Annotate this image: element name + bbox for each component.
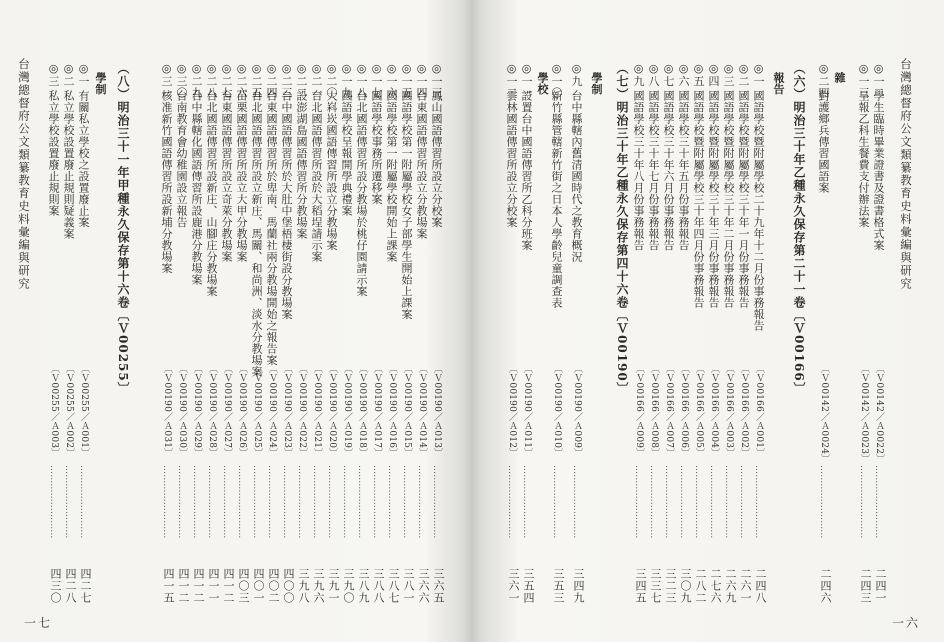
entry-title: 國語學校暨附屬學校三十年一月份事務報告	[737, 90, 750, 309]
category-label: 雜	[833, 72, 846, 84]
entry-page: 三八七	[387, 568, 400, 604]
entry-number: ◎二八	[205, 62, 218, 99]
entry-page: 二七六	[709, 568, 722, 604]
entry-page: 三八八	[372, 568, 385, 604]
entry-number: ◎二六	[235, 62, 248, 99]
entry-title: 國語學校三十年七月份事務報告	[647, 90, 660, 251]
entry-number: ◎三	[722, 62, 735, 87]
entry-title: 私立學校設置廢止規則疑義案	[62, 90, 75, 240]
entry-title: 國語學校三十年六月份事務報告	[662, 90, 675, 251]
entry-title: 設澎湖島國語傳習所分教場案	[295, 90, 308, 240]
entry-page: 四一二	[222, 568, 235, 604]
section-heading: （六）明治三十年乙種永久保存第二十一卷〔Ｖ00166〕	[792, 62, 806, 395]
entry-page: 二四三	[859, 568, 872, 604]
category-label: 學校	[536, 72, 549, 95]
entry-number: ◎一	[752, 62, 765, 87]
entry-code: 〔Ｖ00142／Ａ0024〕	[819, 364, 829, 464]
entry-code: 〔Ｖ00190／Ａ027〕	[222, 364, 232, 458]
section-heading: （八）明治三十一年甲種永久保存第十六卷〔Ｖ00255〕	[116, 62, 130, 395]
entry-code: 〔Ｖ00190／Ａ031〕	[162, 364, 172, 458]
entry-code: 〔Ｖ00255／Ａ001〕	[79, 364, 89, 458]
category-label: 學制	[590, 72, 603, 95]
entry-page: 四一一	[207, 568, 220, 604]
entry-code: 〔Ｖ00166／Ａ004〕	[709, 364, 719, 458]
entry-code: 〔Ｖ00190／Ａ022〕	[297, 364, 307, 458]
entry-leader: ……………………	[401, 465, 411, 539]
entry-page: 二八二	[694, 568, 707, 604]
entry-code: 〔Ｖ00190／Ａ009〕	[572, 364, 582, 458]
entry-number: ◎四	[707, 62, 720, 87]
entry-number: ◎一二	[505, 62, 518, 99]
entry-leader: ……………………	[341, 465, 351, 539]
entry-number: ◎六	[677, 62, 690, 87]
entry-title: 國語學校暨附屬學校三十年二月份事務報告	[722, 90, 735, 309]
entry-title: 雲林國語傳習所設立分校案	[505, 90, 518, 228]
entry-page: 四〇二	[267, 568, 280, 604]
entry-code: 〔Ｖ00255／Ａ003〕	[49, 364, 59, 458]
entry-page: 四一五	[162, 568, 175, 604]
running-head: 台灣總督府公文類纂教育史料彙編與研究	[17, 58, 31, 291]
entry-leader: ……………………	[431, 465, 441, 539]
entry-leader: ……………………	[161, 465, 171, 539]
entry-number: ◎二〇	[325, 62, 338, 99]
entry-leader: ……………………	[266, 465, 276, 539]
entry-leader: ……………………	[191, 465, 201, 539]
entry-title: 呈報乙科生餐費支付辦法案	[857, 90, 870, 228]
entry-title: 台中縣轄內舊清國時代之教育概況	[570, 90, 583, 263]
entry-code: 〔Ｖ00190／Ａ013〕	[432, 364, 442, 458]
entry-number: ◎一七	[370, 62, 383, 99]
entry-code: 〔Ｖ00190／Ａ023〕	[282, 364, 292, 458]
entry-code: 〔Ｖ00190／Ａ012〕	[507, 364, 517, 458]
entry-code: 〔Ｖ00190／Ａ014〕	[417, 364, 427, 458]
entry-leader: ……………………	[873, 465, 883, 539]
entry-code: 〔Ｖ00142／Ａ0022〕	[874, 364, 884, 464]
entry-code: 〔Ｖ00190／Ａ019〕	[342, 364, 352, 458]
entry-leader: ……………………	[326, 465, 336, 539]
entry-number: ◎九	[570, 62, 583, 87]
entry-leader: ……………………	[221, 465, 231, 539]
entry-title: 國語學校暨附屬學校二十九年十二月份事務報告	[752, 90, 765, 332]
entry-page: 三〇九	[679, 568, 692, 604]
entry-page: 二四一	[874, 568, 887, 604]
entry-leader: ……………………	[858, 465, 868, 539]
entry-leader: ……………………	[663, 465, 673, 539]
entry-title: 學生臨時畢業證書及證書格式案	[872, 90, 885, 251]
entry-title: 台北國語傳習所設立新庄、馬關、和尚洲、淡水分教場案	[250, 90, 263, 378]
entry-page: 三六一	[507, 568, 520, 604]
entry-leader: ……………………	[693, 465, 703, 539]
entry-title: 台北國語傳習所設分教場於桃仔園請示案	[355, 90, 368, 297]
entry-title: 大嵙崁國語傳習所設立分教場案	[325, 90, 338, 251]
entry-number: ◎九	[632, 62, 645, 87]
entry-leader: ……………………	[78, 465, 88, 539]
entry-code: 〔Ｖ00190／Ａ021〕	[312, 364, 322, 458]
entry-number: ◎三一	[160, 62, 173, 99]
entry-leader: ……………………	[818, 465, 828, 539]
section-heading: （七）明治三十年乙種永久保存第四十六卷〔Ｖ00190〕	[615, 62, 629, 395]
entry-leader: ……………………	[678, 465, 688, 539]
entry-number: ◎一一	[520, 62, 533, 99]
entry-page: 四〇一	[252, 568, 265, 604]
entry-number: ◎二一	[310, 62, 323, 99]
entry-page: 四〇〇	[282, 568, 295, 604]
entry-page: 四一二	[177, 568, 190, 604]
entry-code: 〔Ｖ00190／Ａ010〕	[552, 364, 562, 458]
entry-title: 國語學校事務所遷移案	[370, 90, 383, 205]
entry-code: 〔Ｖ00166／Ａ009〕	[634, 364, 644, 458]
entry-title: 國語學校暨附屬學校三十年三月份事務報告	[707, 90, 720, 309]
entry-title: 有關私立學校之設置廢止案	[77, 90, 90, 228]
entry-title: 對護鄉兵傳習國語案	[817, 90, 830, 194]
entry-page: 三八一	[402, 568, 415, 604]
entry-page: 三八九	[357, 568, 370, 604]
entry-leader: ……………………	[753, 465, 763, 539]
entry-title: 國語學校暨附屬學校三十年四月份事務報告	[692, 90, 705, 309]
entry-title: 國語學校呈報開學典禮案	[340, 90, 353, 217]
entry-page: 四二七	[79, 568, 92, 604]
entry-page: 三五四	[522, 568, 535, 604]
entry-number: ◎三	[47, 62, 60, 87]
entry-title: 國語學校第一附屬學校女子部學生開始上課案	[400, 90, 413, 320]
entry-title: 台東國語傳習所於卑南、馬蘭社兩分教場開始之報告案	[265, 90, 278, 366]
entry-page: 三四五	[634, 568, 647, 604]
entry-leader: ……………………	[571, 465, 581, 539]
entry-number: ◎二九	[190, 62, 203, 99]
entry-code: 〔Ｖ00190／Ａ016〕	[387, 364, 397, 458]
entry-page: 三三七	[649, 568, 662, 604]
entry-leader: ……………………	[176, 465, 186, 539]
entry-code: 〔Ｖ00166／Ａ007〕	[664, 364, 674, 458]
entry-page: 三六五	[432, 568, 445, 604]
entry-leader: ……………………	[251, 465, 261, 539]
entry-leader: ……………………	[506, 465, 516, 539]
right-page	[472, 0, 944, 642]
entry-number: ◎一三	[430, 62, 443, 99]
entry-number: ◎二四	[265, 62, 278, 99]
entry-number: ◎三〇	[175, 62, 188, 99]
entry-page: 三五三	[552, 568, 565, 604]
entry-number: ◎一六	[385, 62, 398, 99]
entry-page: 二四八	[754, 568, 767, 604]
entry-page: 二四六	[819, 568, 832, 604]
entry-leader: ……………………	[206, 465, 216, 539]
entry-leader: ……………………	[521, 465, 531, 539]
category-label: 報告	[772, 72, 785, 95]
entry-page: 三九八	[297, 568, 310, 604]
entry-number: ◎一	[77, 62, 90, 87]
entry-code: 〔Ｖ00166／Ａ001〕	[754, 364, 764, 458]
entry-number: ◎一九	[340, 62, 353, 99]
entry-title: 國語學校三十年八月份事務報告	[632, 90, 645, 251]
entry-leader: ……………………	[311, 465, 321, 539]
entry-number: ◎二四	[817, 62, 830, 99]
entry-code: 〔Ｖ00190／Ａ024〕	[267, 364, 277, 458]
entry-code: 〔Ｖ00190／Ａ030〕	[177, 364, 187, 458]
entry-leader: ……………………	[633, 465, 643, 539]
entry-code: 〔Ｖ00190／Ａ028〕	[207, 364, 217, 458]
entry-title: 設置台中國語傳習所乙科分班案	[520, 90, 533, 251]
entry-title: 台東國語傳習所設立奇萊分教場案	[220, 90, 233, 263]
entry-code: 〔Ｖ00166／Ａ006〕	[679, 364, 689, 458]
entry-page: 四一二	[192, 568, 205, 604]
entry-page: 三六六	[417, 568, 430, 604]
entry-leader: ……………………	[551, 465, 561, 539]
entry-page: 四〇三	[237, 568, 250, 604]
entry-leader: ……………………	[723, 465, 733, 539]
running-head: 台灣總督府公文類纂教育史料彙編與研究	[899, 58, 913, 291]
entry-number: ◎二	[737, 62, 750, 87]
entry-number: ◎二五	[250, 62, 263, 99]
entry-title: 台中縣轄化國語傳習所設鹿港分教場案	[190, 90, 203, 286]
entry-code: 〔Ｖ00255／Ａ002〕	[64, 364, 74, 458]
category-label: 學制	[94, 72, 107, 95]
entry-number: ◎一〇	[550, 62, 563, 99]
entry-leader: ……………………	[371, 465, 381, 539]
entry-leader: ……………………	[63, 465, 73, 539]
entry-number: ◎二三	[280, 62, 293, 99]
entry-code: 〔Ｖ00142／Ａ0023〕	[859, 364, 869, 464]
entry-number: ◎一五	[400, 62, 413, 99]
entry-number: ◎二二	[295, 62, 308, 99]
entry-page: 三九六	[312, 568, 325, 604]
entry-page: 二六九	[724, 568, 737, 604]
entry-title: 苗栗國語傳習所設立大甲分教場案	[235, 90, 248, 263]
entry-code: 〔Ｖ00190／Ａ015〕	[402, 364, 412, 458]
page-folio: 一七	[24, 616, 53, 630]
entry-code: 〔Ｖ00190／Ａ011〕	[522, 364, 532, 458]
entry-number: ◎一二	[872, 62, 885, 99]
entry-number: ◎一三	[857, 62, 870, 99]
entry-code: 〔Ｖ00166／Ａ008〕	[649, 364, 659, 458]
entry-number: ◎二	[62, 62, 75, 87]
page-folio: 一六	[892, 616, 921, 630]
entry-page: 三九一	[327, 568, 340, 604]
entry-number: ◎一四	[415, 62, 428, 99]
entry-page: 三九〇	[342, 568, 355, 604]
entry-title: 台北國語傳習所設新庄、山腳庄分教場案	[205, 90, 218, 297]
entry-code: 〔Ｖ00190／Ａ026〕	[237, 364, 247, 458]
entry-page: 四三〇	[49, 568, 62, 604]
entry-code: 〔Ｖ00190／Ａ017〕	[372, 364, 382, 458]
entry-title: 台南教育會幼稚園設立報告	[175, 90, 188, 228]
entry-leader: ……………………	[738, 465, 748, 539]
entry-title: 台中國語傳習所於大肚中堡梧棲街設分教場案	[280, 90, 293, 320]
entry-code: 〔Ｖ00166／Ａ003〕	[724, 364, 734, 458]
entry-number: ◎五	[692, 62, 705, 87]
entry-code: 〔Ｖ00190／Ａ025〕	[252, 364, 262, 458]
entry-title: 國語學校三十年五月份事務報告	[677, 90, 690, 251]
entry-code: 〔Ｖ00166／Ａ002〕	[739, 364, 749, 458]
entry-title: 新竹縣管轄新竹街之日本人學齡兒童調查表	[550, 90, 563, 309]
entry-number: ◎二七	[220, 62, 233, 99]
entry-title: 核准新竹國語傳習所設新埔分教場案	[160, 90, 173, 274]
entry-number: ◎七	[662, 62, 675, 87]
entry-code: 〔Ｖ00166／Ａ005〕	[694, 364, 704, 458]
entry-number: ◎一八	[355, 62, 368, 99]
entry-leader: ……………………	[48, 465, 58, 539]
entry-number: ◎八	[647, 62, 660, 87]
entry-page: 三二三	[664, 568, 677, 604]
entry-title: 台北國語傳習所設於大稻埕請示案	[310, 90, 323, 263]
entry-leader: ……………………	[281, 465, 291, 539]
entry-leader: ……………………	[386, 465, 396, 539]
entry-code: 〔Ｖ00190／Ａ029〕	[192, 364, 202, 458]
entry-title: 國語學校第一附屬學校開始上課案	[385, 90, 398, 263]
entry-page: 三四九	[572, 568, 585, 604]
entry-leader: ……………………	[296, 465, 306, 539]
entry-title: 鳳山國語傳習所設立分校案	[430, 90, 443, 228]
entry-code: 〔Ｖ00190／Ａ020〕	[327, 364, 337, 458]
entry-page: 二六一	[739, 568, 752, 604]
entry-title: 台東國語傳習所設立分教場案	[415, 90, 428, 240]
entry-code: 〔Ｖ00190／Ａ018〕	[357, 364, 367, 458]
entry-leader: ……………………	[708, 465, 718, 539]
entry-leader: ……………………	[416, 465, 426, 539]
entry-leader: ……………………	[648, 465, 658, 539]
entry-leader: ……………………	[356, 465, 366, 539]
entry-title: 私立學校設置廢止規則案	[47, 90, 60, 217]
entry-leader: ……………………	[236, 465, 246, 539]
entry-page: 四二八	[64, 568, 77, 604]
